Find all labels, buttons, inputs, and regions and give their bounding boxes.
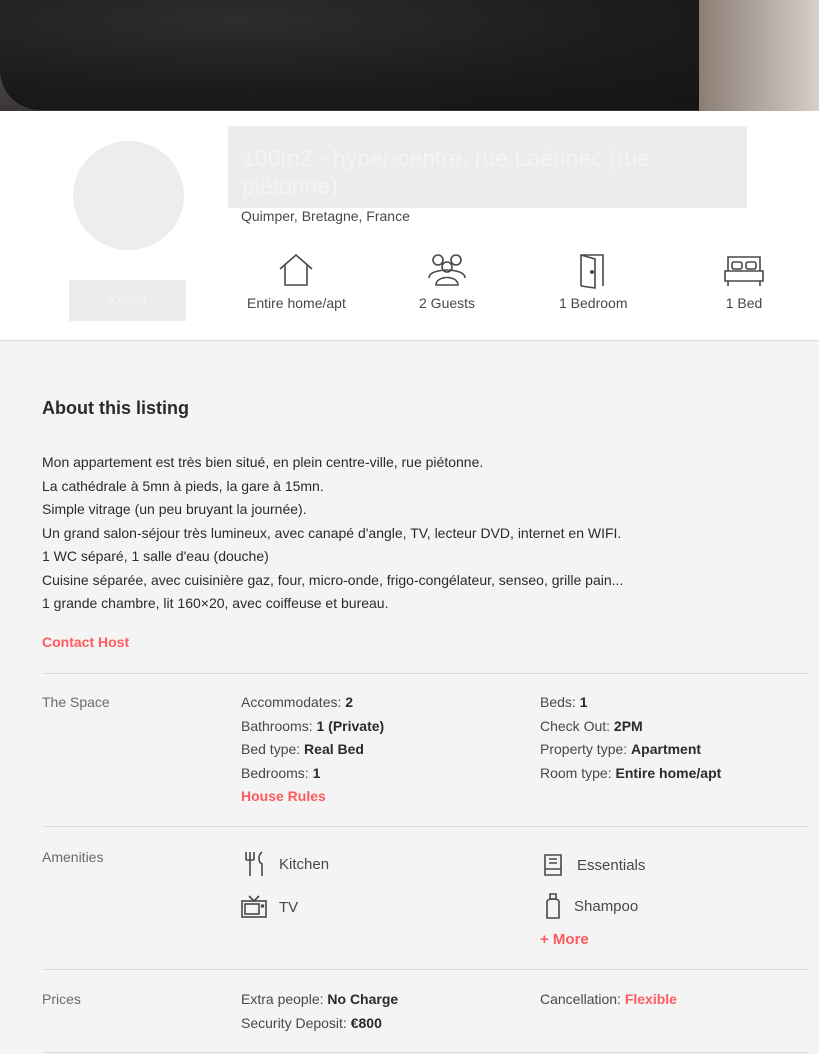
feature-label: 1 Bedroom	[559, 295, 628, 311]
door-icon	[559, 251, 627, 289]
house-icon	[247, 251, 346, 289]
amenity-tv	[241, 895, 298, 919]
feature-room-type	[247, 251, 346, 311]
prices-details-right	[540, 988, 677, 1012]
description-line: Cuisine séparée, avec cuisinière gaz, four, micro-onde, frigo-congélateur, senseo, grille pain...	[42, 571, 624, 588]
bed-icon	[722, 251, 766, 289]
wall-photo-area	[699, 0, 819, 111]
host-avatar[interactable]	[73, 141, 184, 250]
amenities-label: Amenities	[42, 849, 104, 865]
listing-hero-photo[interactable]	[0, 0, 819, 111]
sofa-photo-area	[0, 0, 780, 110]
description-line: Simple vitrage (un peu bruyant la journée).	[42, 501, 307, 517]
space-bedrooms: Bedrooms: 1	[241, 764, 321, 781]
prices-details-left	[241, 988, 398, 1035]
host-name[interactable]: Kristel	[69, 280, 186, 321]
listing-location[interactable]: Quimper, Bretagne, France	[241, 208, 410, 224]
amenity-essentials	[541, 853, 645, 877]
feature-guests	[419, 251, 475, 311]
about-heading: About this listing	[42, 398, 189, 418]
space-details-left	[241, 691, 384, 809]
listing-description	[42, 451, 782, 616]
shampoo-icon	[544, 893, 562, 919]
space-beds: Beds: 1	[540, 694, 588, 710]
amenity-label: TV	[279, 898, 299, 916]
tv-icon	[241, 895, 267, 919]
listing-title: 100m2 - hyper-centre, rue Laënnec (rue piétonne)	[242, 145, 650, 199]
description-line: 1 WC séparé, 1 salle d'eau (douche)	[42, 548, 269, 564]
listing-header	[0, 111, 819, 341]
description-line: Mon appartement est très bien situé, en plein centre-ville, rue piétonne.	[42, 454, 484, 470]
description-line: 1 grande chambre, lit 160×20, avec coiffeuse et bureau.	[42, 595, 389, 611]
space-accommodates: Accommodates: 2	[241, 694, 354, 710]
listing-title-box	[228, 126, 747, 208]
price-cancellation: Cancellation: Flexible	[540, 991, 677, 1007]
amenity-label: Kitchen	[279, 855, 330, 873]
feature-label: 2 Guests	[419, 295, 476, 311]
feature-bedrooms	[559, 251, 627, 311]
space-bed-type: Bed type: Real Bed	[241, 741, 364, 757]
divider	[42, 1052, 809, 1053]
amenity-shampoo	[544, 893, 638, 919]
feature-label: 1 Bed	[725, 295, 763, 311]
space-check-out: Check Out: 2PM	[540, 717, 643, 734]
price-security-deposit: Security Deposit: €800	[241, 1014, 382, 1031]
amenity-kitchen	[243, 851, 329, 877]
space-room-type: Room type: Entire home/apt	[540, 764, 722, 781]
house-rules-link[interactable]: House Rules	[241, 788, 326, 804]
divider	[42, 826, 809, 827]
more-amenities-link[interactable]: + More	[540, 931, 589, 948]
kitchen-icon	[243, 851, 267, 877]
contact-host-link[interactable]: Contact Host	[42, 634, 130, 650]
feature-label: Entire home/apt	[247, 295, 346, 311]
prices-label: Prices	[42, 991, 81, 1007]
space-property-type: Property type: Apartment	[540, 741, 702, 757]
space-bathrooms: Bathrooms: 1 (Private)	[241, 717, 385, 734]
description-line: Un grand salon-séjour très lumineux, avec canapé d'angle, TV, lecteur DVD, internet en WIFI.	[42, 524, 622, 541]
amenity-label: Shampoo	[574, 897, 639, 915]
essentials-icon	[541, 853, 565, 877]
price-extra-people: Extra people: No Charge	[241, 991, 399, 1007]
divider	[42, 969, 809, 970]
cancellation-policy-link[interactable]: Flexible	[624, 991, 677, 1007]
amenity-label: Essentials	[577, 856, 646, 874]
feature-beds	[722, 251, 766, 311]
divider	[42, 673, 809, 674]
space-details-right	[540, 691, 721, 785]
space-label: The Space	[42, 694, 110, 710]
description-line: La cathédrale à 5mn à pieds, la gare à 15mn.	[42, 477, 324, 494]
guests-icon	[419, 251, 475, 289]
